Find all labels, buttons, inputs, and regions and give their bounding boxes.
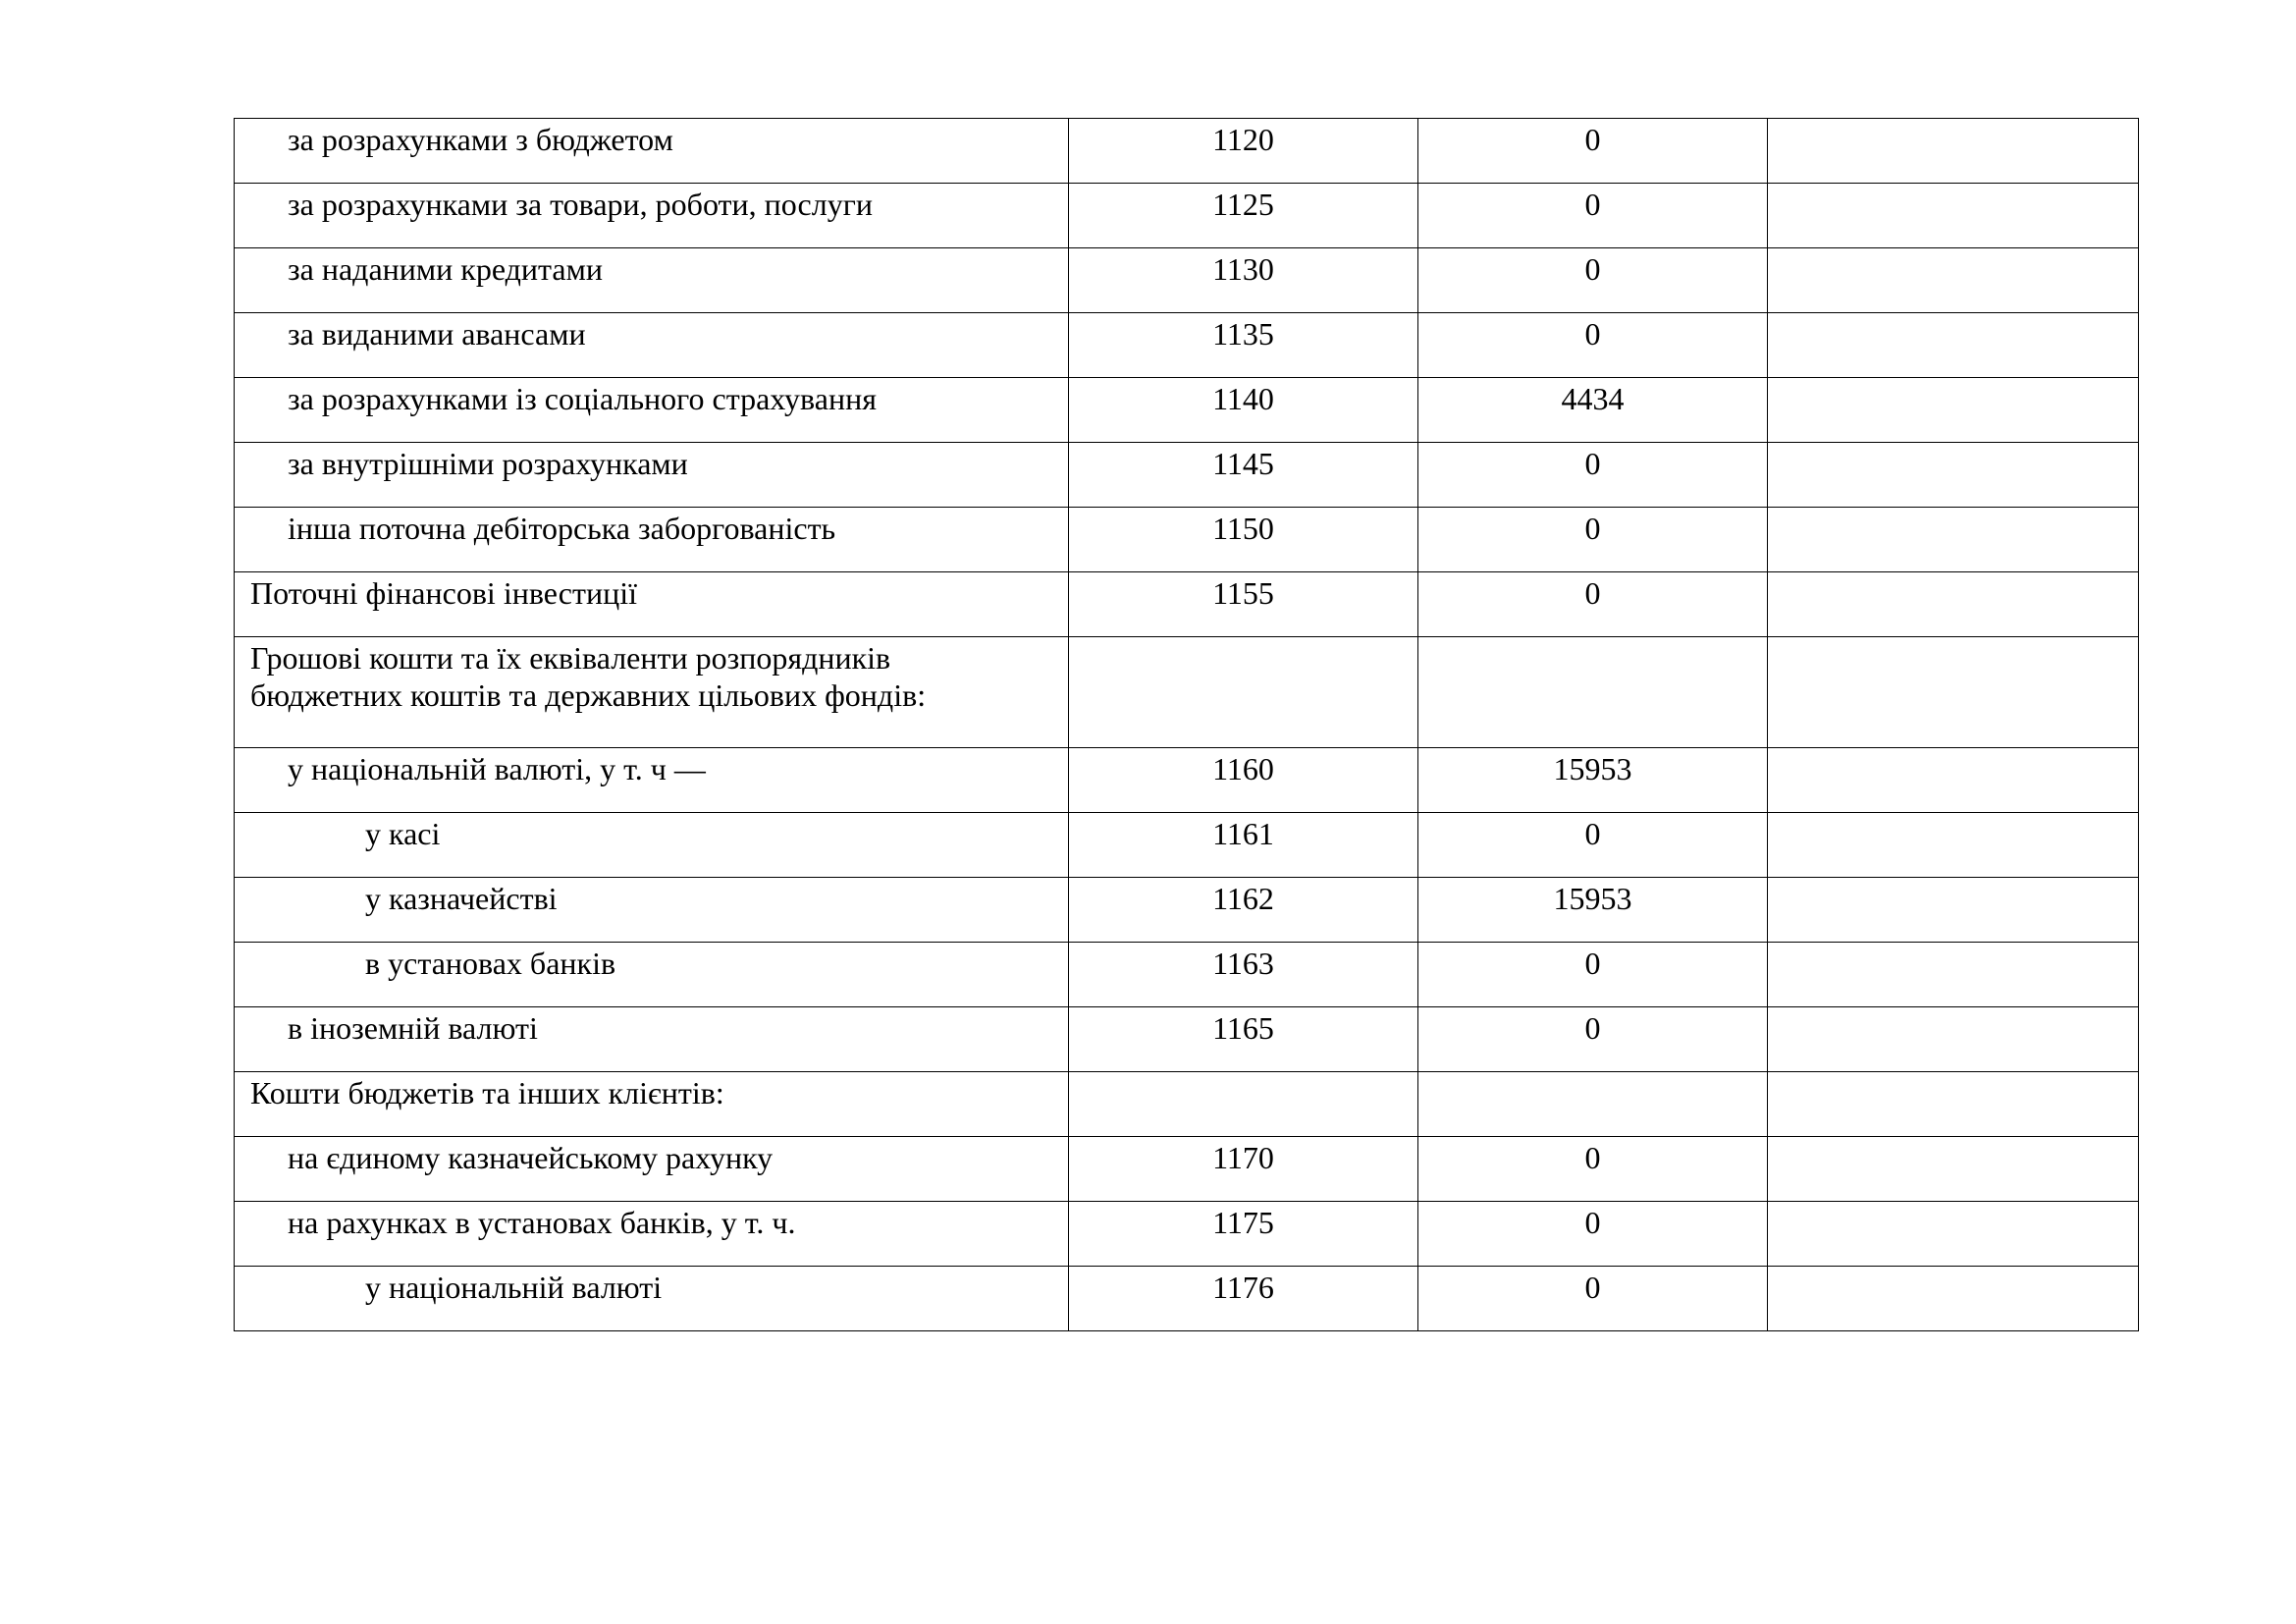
row-empty-cell [1768, 1072, 2139, 1137]
row-label: в установах банків [365, 946, 616, 981]
row-label: Кошти бюджетів та інших клієнтів: [250, 1075, 724, 1110]
row-code [1069, 637, 1418, 748]
row-empty-cell [1768, 813, 2139, 878]
table-row [235, 1072, 2139, 1137]
row-code: 1140 [1069, 378, 1418, 443]
row-label-cell [235, 813, 1069, 878]
row-code: 1175 [1069, 1202, 1418, 1267]
table-row [235, 248, 2139, 313]
row-value: 0 [1418, 572, 1768, 637]
row-label: за внутрішніми розрахунками [288, 446, 688, 481]
row-label: у касі [365, 816, 441, 851]
row-label: бюджетних коштів та державних цільових фондів: [250, 677, 927, 713]
row-label: в іноземній валюті [288, 1010, 538, 1046]
row-label: за розрахунками за товари, роботи, послуги [288, 187, 873, 222]
row-label: на рахунках в установах банків, у т. ч. [288, 1205, 796, 1240]
row-value: 0 [1418, 813, 1768, 878]
table-row [235, 813, 2139, 878]
row-label-cell [235, 1007, 1069, 1072]
row-label: Поточні фінансові інвестиції [250, 575, 637, 611]
table-row [235, 508, 2139, 572]
row-value [1418, 1072, 1768, 1137]
row-value: 0 [1418, 119, 1768, 184]
row-label-cell [235, 748, 1069, 813]
row-label: у національній валюті, у т. ч — [288, 751, 706, 786]
row-value: 0 [1418, 943, 1768, 1007]
row-empty-cell [1768, 1267, 2139, 1331]
row-value [1418, 637, 1768, 748]
row-empty-cell [1768, 378, 2139, 443]
row-value: 15953 [1418, 748, 1768, 813]
row-value: 0 [1418, 1202, 1768, 1267]
row-empty-cell [1768, 313, 2139, 378]
row-label: у національній валюті [365, 1270, 663, 1305]
row-value: 0 [1418, 1007, 1768, 1072]
row-code: 1150 [1069, 508, 1418, 572]
row-label-cell [235, 943, 1069, 1007]
row-label-cell [235, 1137, 1069, 1202]
row-code: 1176 [1069, 1267, 1418, 1331]
table-row [235, 1007, 2139, 1072]
row-empty-cell [1768, 184, 2139, 248]
row-label: на єдиному казначейському рахунку [288, 1140, 774, 1175]
row-empty-cell [1768, 248, 2139, 313]
row-label-cell [235, 443, 1069, 508]
table-row [235, 378, 2139, 443]
row-empty-cell [1768, 1137, 2139, 1202]
row-label-cell [235, 1072, 1069, 1137]
row-code: 1145 [1069, 443, 1418, 508]
table-row [235, 443, 2139, 508]
row-code: 1162 [1069, 878, 1418, 943]
row-label-cell [235, 878, 1069, 943]
row-empty-cell [1768, 572, 2139, 637]
row-value: 0 [1418, 184, 1768, 248]
table-body [235, 119, 2139, 1331]
table-row [235, 184, 2139, 248]
table-row [235, 878, 2139, 943]
row-empty-cell [1768, 1202, 2139, 1267]
row-label-cell [235, 313, 1069, 378]
row-label: за розрахунками з бюджетом [288, 122, 673, 157]
row-label: у казначействі [365, 881, 558, 916]
row-label-cell [235, 572, 1069, 637]
row-code: 1161 [1069, 813, 1418, 878]
row-code: 1170 [1069, 1137, 1418, 1202]
row-code [1069, 1072, 1418, 1137]
row-code: 1155 [1069, 572, 1418, 637]
row-empty-cell [1768, 119, 2139, 184]
row-empty-cell [1768, 748, 2139, 813]
row-empty-cell [1768, 443, 2139, 508]
row-label: інша поточна дебіторська заборгованість [288, 511, 836, 546]
balance-table [234, 118, 2139, 1331]
row-code: 1165 [1069, 1007, 1418, 1072]
row-value: 0 [1418, 443, 1768, 508]
row-label-cell [235, 119, 1069, 184]
row-code: 1130 [1069, 248, 1418, 313]
row-value: 0 [1418, 1137, 1768, 1202]
table-row [235, 943, 2139, 1007]
row-label: за виданими авансами [288, 316, 586, 352]
row-code: 1160 [1069, 748, 1418, 813]
row-label-cell [235, 508, 1069, 572]
row-label: за розрахунками із соціального страхування [288, 381, 877, 416]
table-row [235, 572, 2139, 637]
row-code: 1120 [1069, 119, 1418, 184]
row-empty-cell [1768, 878, 2139, 943]
row-code: 1135 [1069, 313, 1418, 378]
table-row [235, 748, 2139, 813]
row-label-cell [235, 248, 1069, 313]
row-code: 1125 [1069, 184, 1418, 248]
row-value: 0 [1418, 313, 1768, 378]
row-label-cell [235, 1202, 1069, 1267]
row-value: 0 [1418, 1267, 1768, 1331]
row-label: за наданими кредитами [288, 251, 603, 287]
row-value: 4434 [1418, 378, 1768, 443]
table-row [235, 1202, 2139, 1267]
row-label: Грошові кошти та їх еквіваленти розпорядників [250, 640, 891, 676]
table-row [235, 119, 2139, 184]
row-empty-cell [1768, 943, 2139, 1007]
table-row [235, 637, 2139, 748]
row-label-cell [235, 184, 1069, 248]
row-label-cell [235, 378, 1069, 443]
row-empty-cell [1768, 508, 2139, 572]
row-label-cell [235, 637, 1069, 748]
row-label-cell [235, 1267, 1069, 1331]
row-code: 1163 [1069, 943, 1418, 1007]
row-empty-cell [1768, 637, 2139, 748]
table-row [235, 313, 2139, 378]
table-row [235, 1267, 2139, 1331]
row-value: 0 [1418, 508, 1768, 572]
row-empty-cell [1768, 1007, 2139, 1072]
row-value: 0 [1418, 248, 1768, 313]
row-value: 15953 [1418, 878, 1768, 943]
table-row [235, 1137, 2139, 1202]
